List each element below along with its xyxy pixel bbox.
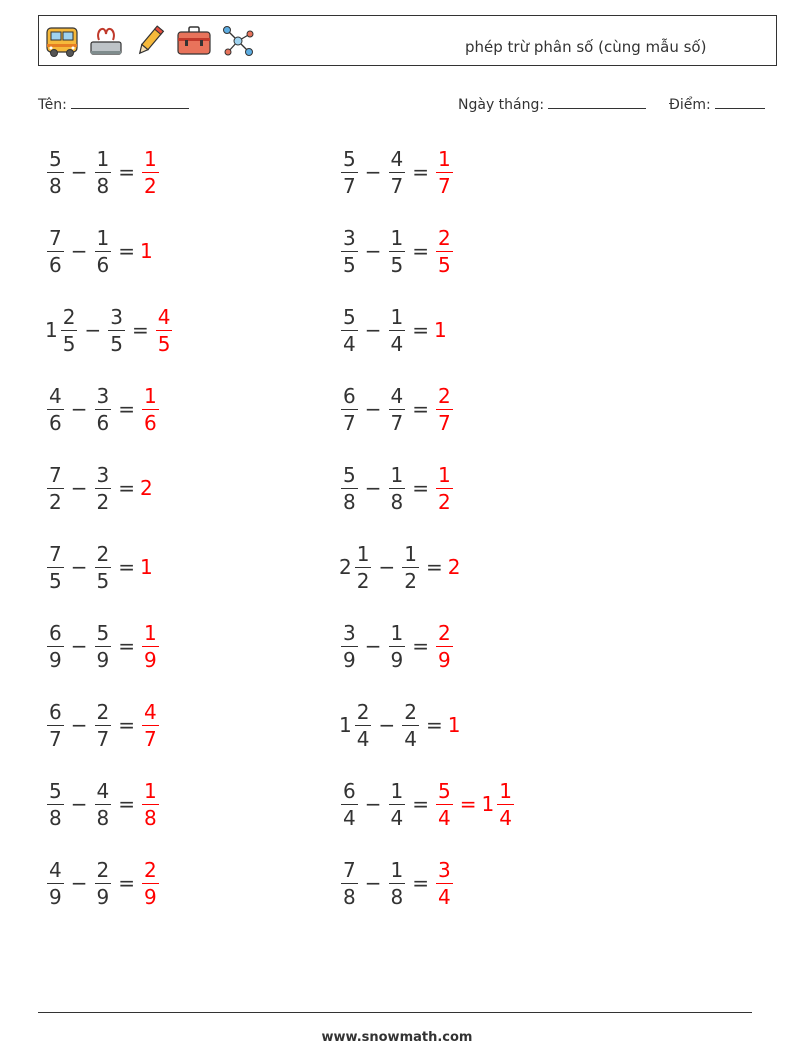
- fraction: [436, 778, 453, 830]
- numerator: 4: [390, 146, 404, 171]
- denominator: 8: [96, 173, 110, 198]
- numerator: 5: [96, 620, 110, 645]
- problem-item: [45, 537, 154, 597]
- problem-item: [339, 537, 461, 597]
- problem-item: [45, 142, 161, 202]
- fraction: [436, 857, 453, 909]
- whole-number: 1: [140, 239, 153, 263]
- score-field: [669, 94, 765, 113]
- numerator: 2: [144, 857, 157, 882]
- denominator: 7: [343, 410, 356, 435]
- problem-item: [45, 774, 161, 834]
- numerator: 4: [390, 383, 404, 408]
- fraction: [341, 304, 358, 356]
- numerator: 1: [96, 146, 110, 171]
- worksheet-header: [38, 15, 777, 66]
- denominator: 9: [438, 647, 451, 672]
- problem-item: [339, 142, 455, 202]
- fraction: [142, 620, 159, 672]
- minus-sign: −: [364, 634, 382, 658]
- answer: [434, 225, 455, 277]
- answer: [434, 857, 455, 909]
- fraction: [142, 383, 159, 435]
- equals-sign: =: [118, 160, 135, 184]
- numerator: 3: [438, 857, 451, 882]
- denominator: 2: [96, 489, 110, 514]
- problem-item: [339, 853, 455, 913]
- problem-item: [339, 458, 455, 518]
- numerator: 3: [343, 620, 356, 645]
- numerator: 1: [144, 146, 157, 171]
- fraction: [355, 699, 372, 751]
- numerator: 1: [390, 778, 404, 803]
- numerator: 4: [49, 857, 62, 882]
- numerator: 5: [343, 304, 356, 329]
- equals-sign: =: [412, 397, 429, 421]
- equals-sign: =: [412, 318, 429, 342]
- denominator: 4: [438, 805, 451, 830]
- fraction: [156, 304, 173, 356]
- fraction: [95, 541, 112, 593]
- fraction: [61, 304, 78, 356]
- whole-number: 2: [339, 555, 352, 579]
- problem-item: [45, 458, 154, 518]
- equals-sign: =: [412, 476, 429, 500]
- denominator: 7: [96, 726, 110, 751]
- numerator: 4: [49, 383, 62, 408]
- numerator: 5: [343, 146, 356, 171]
- numerator: 2: [96, 541, 110, 566]
- equals-sign: =: [131, 318, 149, 342]
- numerator: 1: [404, 541, 417, 566]
- minus-sign: −: [84, 318, 102, 342]
- numerator: 1: [144, 383, 157, 408]
- denominator: 7: [49, 726, 62, 751]
- numerator: 6: [343, 383, 356, 408]
- numerator: 1: [390, 304, 404, 329]
- fraction: [389, 383, 406, 435]
- denominator: 2: [356, 568, 370, 593]
- equals-sign: =: [118, 792, 135, 816]
- numerator: 1: [438, 462, 451, 487]
- equals-sign: =: [412, 160, 429, 184]
- denominator: 9: [343, 647, 356, 672]
- denominator: 2: [144, 173, 157, 198]
- fraction: [436, 383, 453, 435]
- minus-sign: −: [364, 397, 382, 421]
- answer: [434, 778, 516, 830]
- equals-sign: =: [412, 634, 429, 658]
- fraction: [142, 699, 159, 751]
- fraction: [341, 146, 358, 198]
- numerator: 7: [49, 462, 62, 487]
- denominator: 6: [49, 410, 62, 435]
- numerator: 6: [49, 620, 62, 645]
- date-blank[interactable]: [548, 94, 646, 109]
- fraction: [497, 778, 514, 830]
- fraction: [95, 146, 112, 198]
- answer: [434, 462, 455, 514]
- denominator: 9: [96, 884, 110, 909]
- problem-item: [339, 774, 516, 834]
- fraction: [95, 225, 112, 277]
- molecule-icon: [219, 22, 257, 60]
- denominator: 8: [144, 805, 157, 830]
- minus-sign: −: [364, 160, 382, 184]
- answer: [140, 555, 154, 579]
- numerator: 1: [390, 620, 404, 645]
- denominator: 7: [390, 410, 404, 435]
- denominator: 8: [343, 489, 356, 514]
- answer: [140, 857, 161, 909]
- problem-item: [45, 695, 161, 755]
- denominator: 4: [390, 805, 404, 830]
- denominator: 5: [438, 252, 451, 277]
- problem-item: [45, 853, 161, 913]
- problem-item: [45, 221, 154, 281]
- fraction: [108, 304, 125, 356]
- numerator: 1: [356, 541, 370, 566]
- numerator: 4: [144, 699, 157, 724]
- minus-sign: −: [70, 555, 88, 579]
- fraction: [47, 699, 64, 751]
- fraction: [341, 462, 358, 514]
- fraction: [47, 857, 64, 909]
- fraction: [389, 146, 406, 198]
- minus-sign: −: [70, 397, 88, 421]
- denominator: 4: [356, 726, 370, 751]
- answer: [140, 239, 154, 263]
- fraction: [389, 778, 406, 830]
- answer: [434, 318, 448, 342]
- whole-number: 1: [481, 792, 495, 816]
- fraction: [341, 778, 358, 830]
- fraction: [402, 699, 419, 751]
- fraction: [389, 620, 406, 672]
- numerator: 6: [49, 699, 62, 724]
- denominator: 6: [96, 252, 110, 277]
- binder-clip-icon: [87, 22, 125, 60]
- minus-sign: −: [70, 476, 88, 500]
- fraction: [95, 699, 112, 751]
- score-label: Điểm:: [669, 97, 711, 113]
- equals-sign: =: [118, 713, 135, 737]
- numerator: 2: [62, 304, 76, 329]
- name-label: Tên:: [38, 97, 67, 113]
- footer-divider: [38, 1012, 752, 1013]
- denominator: 7: [390, 173, 404, 198]
- denominator: 5: [96, 568, 110, 593]
- denominator: 5: [49, 568, 62, 593]
- denominator: 4: [404, 726, 417, 751]
- minus-sign: −: [70, 239, 88, 263]
- header-icons: [43, 22, 257, 60]
- numerator: 2: [438, 383, 451, 408]
- minus-sign: −: [70, 871, 88, 895]
- fraction: [355, 541, 372, 593]
- school-bus-icon: [43, 22, 81, 60]
- denominator: 9: [49, 647, 62, 672]
- whole-number: 1: [45, 318, 58, 342]
- fraction: [341, 383, 358, 435]
- denominator: 9: [144, 884, 157, 909]
- numerator: 1: [390, 462, 404, 487]
- numerator: 3: [96, 383, 110, 408]
- denominator: 7: [438, 173, 451, 198]
- fraction: [142, 857, 159, 909]
- fraction: [389, 225, 406, 277]
- numerator: 1: [144, 778, 157, 803]
- whole-number: 1: [339, 713, 352, 737]
- problem-item: [45, 616, 161, 676]
- worksheet-title: phép trừ phân số (cùng mẫu số): [465, 38, 707, 56]
- denominator: 4: [343, 331, 356, 356]
- denominator: 8: [343, 884, 356, 909]
- name-field: [38, 94, 189, 113]
- problem-item: [339, 695, 461, 755]
- whole-number: 1: [434, 318, 447, 342]
- denominator: 5: [110, 331, 123, 356]
- fraction: [95, 857, 112, 909]
- answer: [140, 620, 161, 672]
- fraction: [95, 462, 112, 514]
- denominator: 5: [390, 252, 404, 277]
- fraction: [341, 225, 358, 277]
- numerator: 7: [343, 857, 356, 882]
- denominator: 9: [390, 647, 404, 672]
- numerator: 3: [96, 462, 110, 487]
- date-field: [458, 94, 646, 113]
- numerator: 7: [49, 541, 62, 566]
- numerator: 2: [356, 699, 370, 724]
- denominator: 6: [49, 252, 62, 277]
- numerator: 1: [390, 225, 404, 250]
- answer: [140, 476, 154, 500]
- minus-sign: −: [70, 634, 88, 658]
- minus-sign: −: [364, 239, 382, 263]
- numerator: 5: [49, 778, 62, 803]
- answer: [140, 146, 161, 198]
- minus-sign: −: [364, 871, 382, 895]
- name-blank[interactable]: [71, 94, 189, 109]
- answer: [448, 555, 462, 579]
- minus-sign: −: [378, 713, 396, 737]
- answer: [140, 699, 161, 751]
- denominator: 7: [438, 410, 451, 435]
- answer: [154, 304, 175, 356]
- numerator: 1: [390, 857, 404, 882]
- equals-sign: =: [412, 792, 429, 816]
- equals-sign: =: [118, 239, 135, 263]
- equals-sign: =: [459, 792, 477, 816]
- numerator: 3: [110, 304, 123, 329]
- denominator: 4: [390, 331, 404, 356]
- problem-item: [339, 300, 448, 360]
- denominator: 7: [343, 173, 356, 198]
- equals-sign: =: [118, 634, 135, 658]
- date-label: Ngày tháng:: [458, 97, 545, 113]
- minus-sign: −: [378, 555, 396, 579]
- denominator: 8: [390, 489, 404, 514]
- equals-sign: =: [118, 476, 135, 500]
- denominator: 5: [62, 331, 76, 356]
- numerator: 1: [96, 225, 110, 250]
- answer: [434, 383, 455, 435]
- denominator: 5: [343, 252, 356, 277]
- numerator: 7: [49, 225, 62, 250]
- denominator: 8: [96, 805, 110, 830]
- answer: [434, 146, 455, 198]
- fraction: [95, 778, 112, 830]
- fraction: [341, 857, 358, 909]
- problem-item: [45, 300, 174, 360]
- problem-item: [339, 379, 455, 439]
- answer: [140, 778, 161, 830]
- equals-sign: =: [118, 397, 135, 421]
- minus-sign: −: [70, 792, 88, 816]
- whole-number: 2: [140, 476, 153, 500]
- footer-url: www.snowmath.com: [321, 1030, 473, 1045]
- denominator: 9: [49, 884, 62, 909]
- answer: [434, 620, 455, 672]
- numerator: 1: [499, 778, 512, 803]
- pencil-icon: [131, 22, 169, 60]
- denominator: 2: [438, 489, 451, 514]
- numerator: 2: [438, 225, 451, 250]
- numerator: 1: [144, 620, 157, 645]
- denominator: 2: [404, 568, 417, 593]
- whole-number: 1: [140, 555, 153, 579]
- fraction: [47, 462, 64, 514]
- numerator: 5: [438, 778, 451, 803]
- denominator: 9: [96, 647, 110, 672]
- denominator: 5: [157, 331, 171, 356]
- denominator: 2: [49, 489, 62, 514]
- problem-item: [45, 379, 161, 439]
- denominator: 8: [49, 173, 62, 198]
- fraction: [47, 383, 64, 435]
- briefcase-icon: [175, 22, 213, 60]
- numerator: 5: [49, 146, 62, 171]
- fraction: [436, 462, 453, 514]
- denominator: 4: [499, 805, 512, 830]
- problem-item: [339, 616, 455, 676]
- fraction: [402, 541, 419, 593]
- equals-sign: =: [425, 555, 443, 579]
- fraction: [341, 620, 358, 672]
- answer: [448, 713, 462, 737]
- denominator: 6: [96, 410, 110, 435]
- fraction: [142, 146, 159, 198]
- fraction: [47, 620, 64, 672]
- numerator: 3: [343, 225, 356, 250]
- equals-sign: =: [412, 871, 429, 895]
- fraction: [389, 857, 406, 909]
- denominator: 7: [144, 726, 157, 751]
- equals-sign: =: [118, 555, 135, 579]
- denominator: 4: [438, 884, 451, 909]
- fraction: [47, 541, 64, 593]
- denominator: 8: [390, 884, 404, 909]
- numerator: 6: [343, 778, 356, 803]
- numerator: 1: [438, 146, 451, 171]
- numerator: 2: [438, 620, 451, 645]
- fraction: [95, 620, 112, 672]
- denominator: 8: [49, 805, 62, 830]
- denominator: 6: [144, 410, 157, 435]
- fraction: [436, 225, 453, 277]
- fraction: [389, 304, 406, 356]
- fraction: [47, 146, 64, 198]
- minus-sign: −: [364, 792, 382, 816]
- fraction: [389, 462, 406, 514]
- whole-number: 2: [447, 555, 461, 579]
- answer: [140, 383, 161, 435]
- whole-number: 1: [447, 713, 461, 737]
- fraction: [47, 778, 64, 830]
- fraction: [95, 383, 112, 435]
- equals-sign: =: [412, 239, 429, 263]
- minus-sign: −: [364, 476, 382, 500]
- numerator: 2: [96, 857, 110, 882]
- fraction: [436, 620, 453, 672]
- numerator: 2: [96, 699, 110, 724]
- numerator: 4: [96, 778, 110, 803]
- fraction: [436, 146, 453, 198]
- problem-item: [339, 221, 455, 281]
- denominator: 9: [144, 647, 157, 672]
- score-blank[interactable]: [715, 94, 765, 109]
- minus-sign: −: [364, 318, 382, 342]
- equals-sign: =: [425, 713, 443, 737]
- minus-sign: −: [70, 160, 88, 184]
- equals-sign: =: [118, 871, 135, 895]
- fraction: [142, 778, 159, 830]
- minus-sign: −: [70, 713, 88, 737]
- denominator: 4: [343, 805, 356, 830]
- numerator: 2: [404, 699, 417, 724]
- fraction: [47, 225, 64, 277]
- numerator: 5: [343, 462, 356, 487]
- numerator: 4: [157, 304, 171, 329]
